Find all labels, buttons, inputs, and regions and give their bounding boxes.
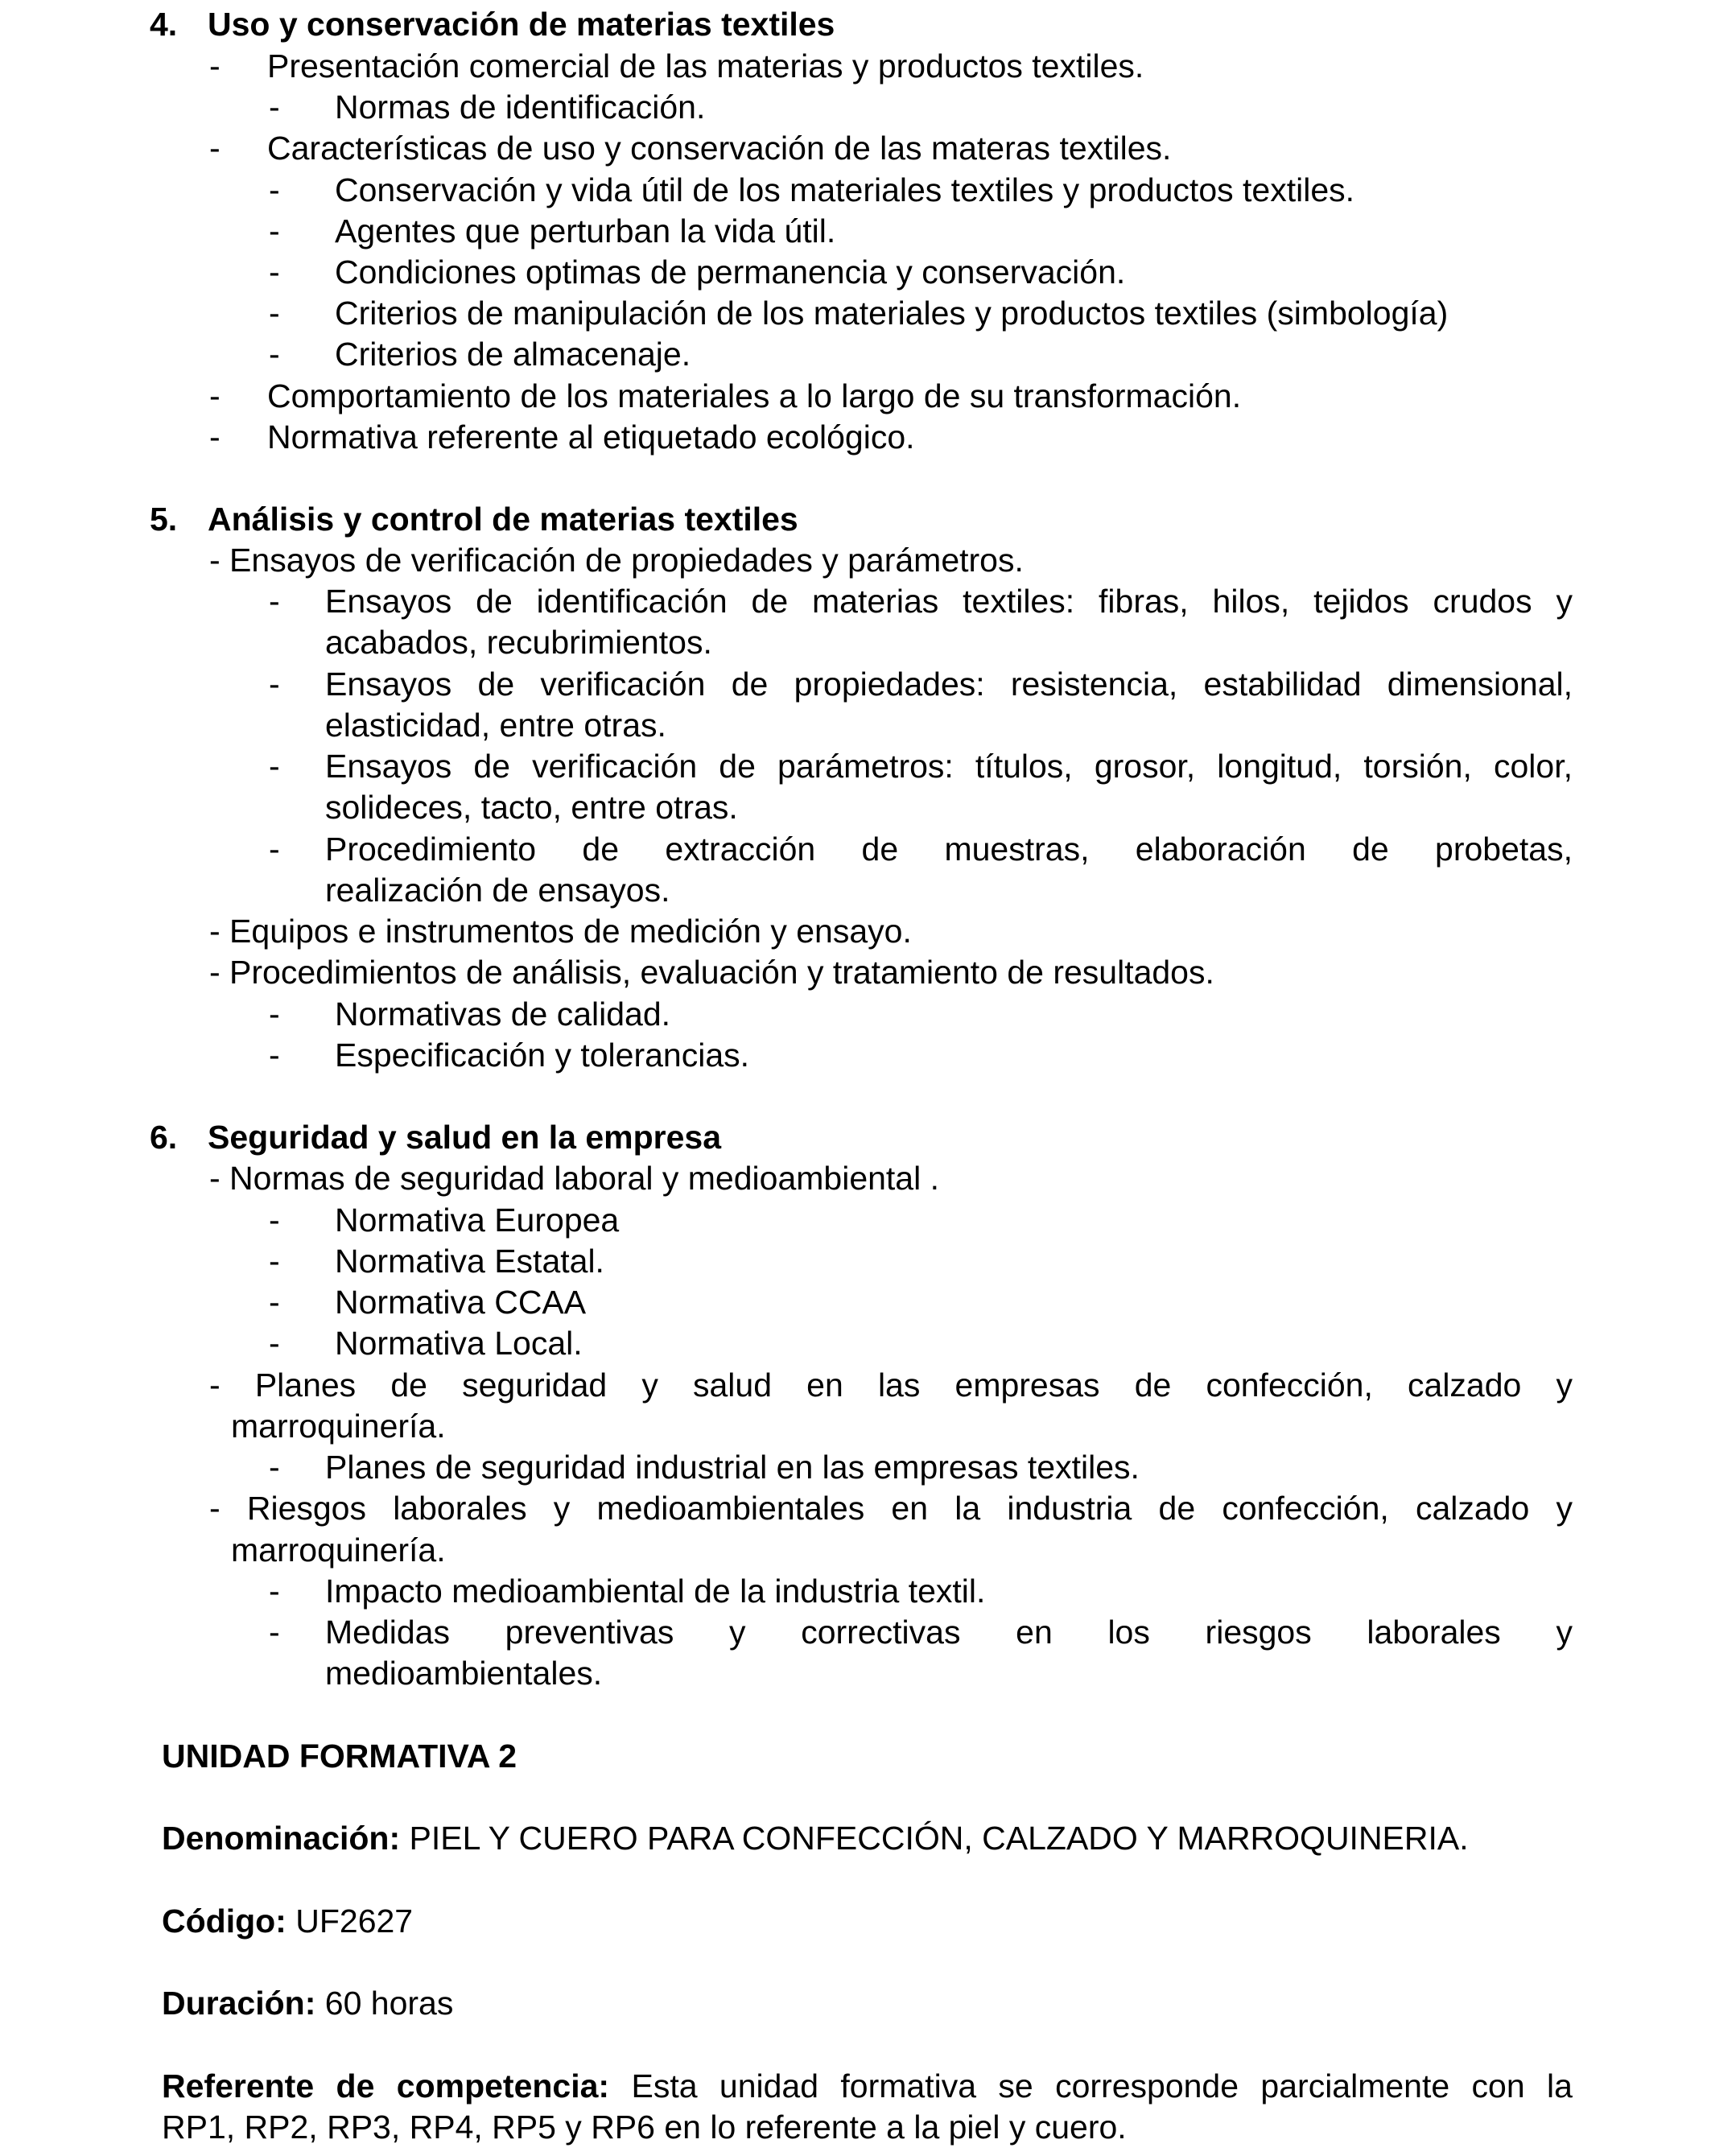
list-item: Criterios de manipulación de los materiales y productos textiles (simbología) (335, 295, 1449, 332)
referente-line (162, 2065, 1573, 2107)
list-bullet: - (269, 295, 280, 332)
list-item: Criterios de almacenaje. (335, 336, 691, 373)
list-item: - Planes de seguridad y salud en las empresas de confección, calzado y (209, 1367, 1573, 1404)
denominacion-line (162, 1817, 1469, 1859)
list-bullet: - (269, 212, 280, 249)
list-item-continuation: solideces, tacto, entre otras. (325, 789, 738, 826)
list-bullet: - (269, 1284, 280, 1321)
list-item: Comportamiento de los materiales a lo largo de su transformación. (267, 377, 1242, 414)
list-item: Conservación y vida útil de los materiales textiles y productos textiles. (335, 171, 1355, 208)
list-item: Procedimiento de extracción de muestras, elaboración de probetas, (325, 831, 1573, 868)
section-4-number: 4. (150, 6, 178, 43)
list-item: - Normas de seguridad laboral y medioambiental . (209, 1160, 940, 1197)
list-item: Especificación y tolerancias. (335, 1037, 750, 1074)
list-item: Normativa referente al etiquetado ecológico. (267, 418, 915, 456)
list-item: Ensayos de verificación de parámetros: títulos, grosor, longitud, torsión, color, (325, 748, 1573, 785)
list-bullet: - (269, 1325, 280, 1362)
list-bullet: - (269, 1037, 280, 1074)
list-bullet: - (269, 89, 280, 126)
list-item-continuation: elasticidad, entre otras. (325, 707, 666, 744)
list-item: Características de uso y conservación de las materas textiles. (267, 130, 1172, 167)
duracion-value: 60 horas (324, 1985, 454, 2022)
section-6-title: Seguridad y salud en la empresa (208, 1119, 722, 1156)
list-item: Ensayos de verificación de propiedades: resistencia, estabilidad dimensional, (325, 666, 1573, 703)
list-item: Normas de identificación. (335, 89, 706, 126)
list-item: - Ensayos de verificación de propiedades y parámetros. (209, 542, 1024, 579)
list-item: - Riesgos laborales y medioambientales en la industria de confección, calzado y (209, 1490, 1573, 1527)
list-bullet: - (269, 1614, 280, 1651)
section-5-number: 5. (150, 501, 178, 538)
list-bullet: - (269, 1573, 280, 1610)
list-item-continuation: acabados, recubrimientos. (325, 624, 712, 661)
list-bullet: - (269, 996, 280, 1033)
codigo-value: UF2627 (295, 1902, 414, 1940)
list-item: Planes de seguridad industrial en las empresas textiles. (325, 1449, 1140, 1486)
list-item: Impacto medioambiental de la industria textil. (325, 1573, 986, 1610)
section-6-number: 6. (150, 1119, 178, 1156)
list-bullet: - (269, 171, 280, 208)
list-item: Condiciones optimas de permanencia y conservación. (335, 254, 1126, 291)
list-item: Normativas de calidad. (335, 996, 671, 1033)
list-item: Agentes que perturban la vida útil. (335, 212, 836, 249)
list-bullet: - (269, 1243, 280, 1280)
list-item: Ensayos de identificación de materias textiles: fibras, hilos, tejidos crudos y (325, 583, 1573, 620)
section-4-title: Uso y conservación de materias textiles (208, 6, 835, 43)
list-bullet: - (269, 583, 280, 620)
codigo-label: Código: (162, 1902, 287, 1940)
list-item-continuation: marroquinería. (231, 1408, 446, 1445)
list-bullet: - (269, 748, 280, 785)
list-bullet: - (269, 666, 280, 703)
list-item: Medidas preventivas y correctivas en los riesgos laborales y (325, 1614, 1573, 1651)
list-bullet: - (269, 254, 280, 291)
unit-heading: UNIDAD FORMATIVA 2 (162, 1738, 517, 1775)
list-bullet: - (269, 1202, 280, 1239)
list-item: Normativa Estatal. (335, 1243, 604, 1280)
list-bullet: - (209, 418, 221, 456)
duracion-label: Duración: (162, 1985, 316, 2022)
list-item: Presentación comercial de las materias y productos textiles. (267, 47, 1144, 85)
list-bullet: - (269, 831, 280, 868)
list-item: - Equipos e instrumentos de medición y ensayo. (209, 913, 912, 950)
referente-continuation: RP1, RP2, RP3, RP4, RP5 y RP6 en lo referente a la piel y cuero. (162, 2109, 1127, 2146)
list-item-continuation: realización de ensayos. (325, 872, 670, 909)
list-bullet: - (209, 130, 221, 167)
list-bullet: - (209, 47, 221, 85)
referente-label: Referente de competencia: (162, 2067, 610, 2104)
denominacion-label: Denominación: (162, 1820, 401, 1857)
list-bullet: - (209, 377, 221, 414)
list-item: Normativa CCAA (335, 1284, 587, 1321)
list-item: Normativa Europea (335, 1202, 620, 1239)
list-bullet: - (269, 336, 280, 373)
list-bullet: - (269, 1449, 280, 1486)
list-item: - Procedimientos de análisis, evaluación y tratamiento de resultados. (209, 954, 1214, 991)
section-5-title: Análisis y control de materias textiles (208, 501, 798, 538)
referente-value: Esta unidad formativa se corresponde parcialmente con la (631, 2067, 1573, 2104)
codigo-line (162, 1900, 413, 1942)
denominacion-value: PIEL Y CUERO PARA CONFECCIÓN, CALZADO Y MARROQUINERIA. (409, 1820, 1469, 1857)
duracion-line (162, 1982, 453, 2024)
list-item-continuation: marroquinería. (231, 1531, 446, 1569)
list-item-continuation: medioambientales. (325, 1655, 603, 1692)
list-item: Normativa Local. (335, 1325, 583, 1362)
